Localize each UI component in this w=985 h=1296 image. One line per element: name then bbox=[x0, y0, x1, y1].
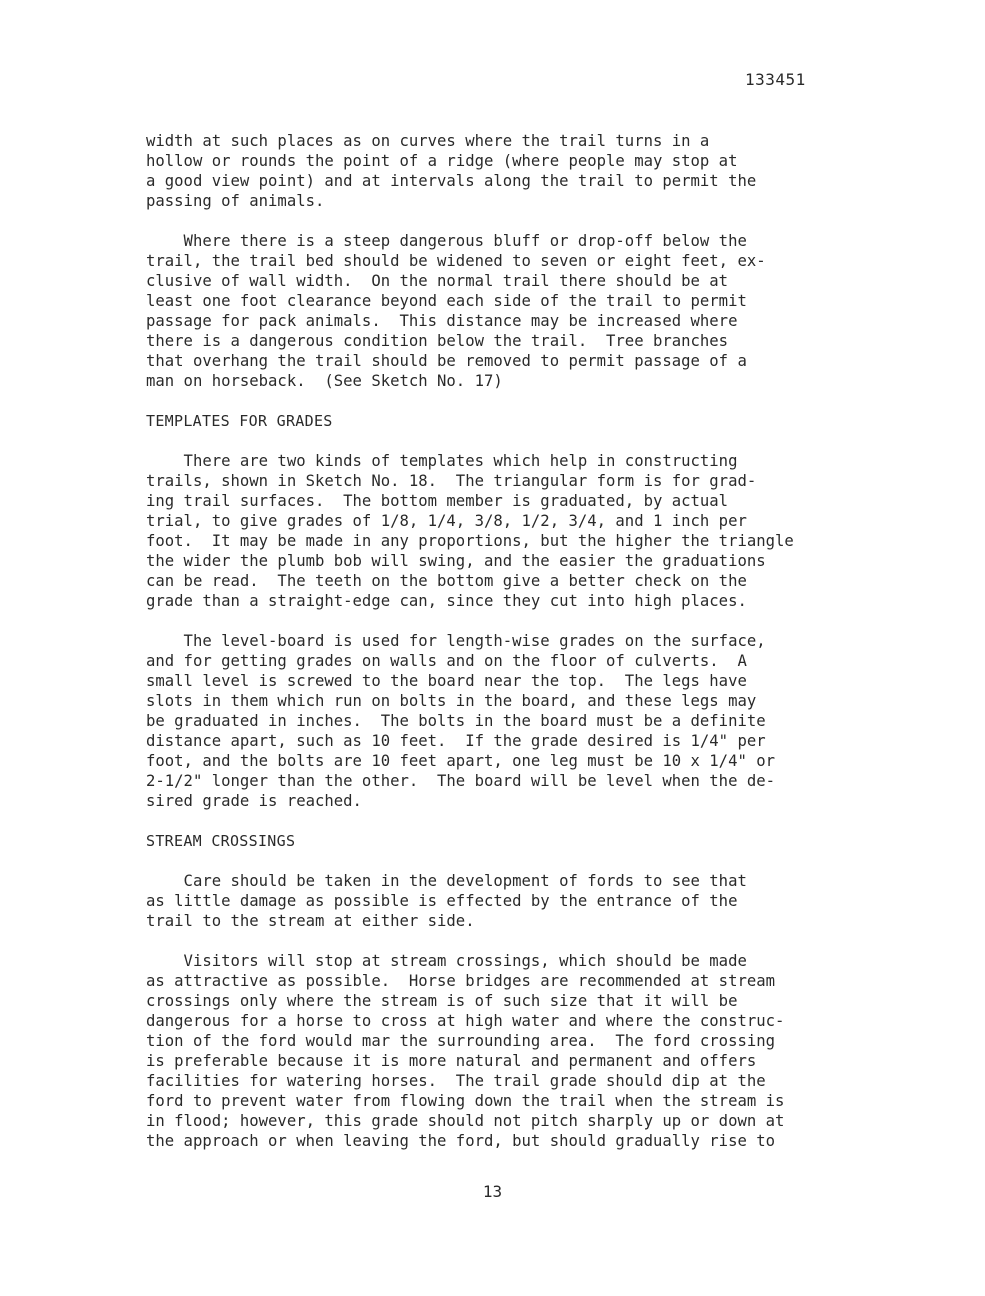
text-line: 2-1/2" longer than the other. The board will be level when the de- bbox=[146, 772, 776, 790]
paragraph bbox=[146, 951, 846, 1151]
text-line: and for getting grades on walls and on the floor of culverts. A bbox=[146, 652, 747, 670]
text-line: trails, shown in Sketch No. 18. The triangular form is for grad- bbox=[146, 472, 757, 490]
text-line: small level is screwed to the board near the top. The legs have bbox=[146, 672, 747, 690]
text-line: slots in them which run on bolts in the board, and these legs may bbox=[146, 692, 757, 710]
text-line: foot, and the bolts are 10 feet apart, one leg must be 10 x 1/4" or bbox=[146, 752, 776, 770]
text-line: Care should be taken in the development of fords to see that bbox=[146, 872, 747, 890]
paragraph bbox=[146, 451, 846, 611]
text-line: dangerous for a horse to cross at high water and where the construc- bbox=[146, 1012, 785, 1030]
paragraph bbox=[146, 631, 846, 811]
text-line: there is a dangerous condition below the trail. Tree branches bbox=[146, 332, 729, 350]
document-number: 133451 bbox=[745, 70, 806, 89]
text-line: the wider the plumb bob will swing, and the easier the graduations bbox=[146, 552, 766, 570]
text-line: passing of animals. bbox=[146, 192, 325, 210]
body-text bbox=[146, 131, 846, 1171]
text-line: in flood; however, this grade should not pitch sharply up or down at bbox=[146, 1112, 785, 1130]
text-line: man on horseback. (See Sketch No. 17) bbox=[146, 372, 503, 390]
text-line: that overhang the trail should be removed to permit passage of a bbox=[146, 352, 747, 370]
text-line: least one foot clearance beyond each side of the trail to permit bbox=[146, 292, 747, 310]
text-line: facilities for watering horses. The trail grade should dip at the bbox=[146, 1072, 766, 1090]
text-line: There are two kinds of templates which help in constructing bbox=[146, 452, 738, 470]
paragraph bbox=[146, 131, 846, 211]
text-line: foot. It may be made in any proportions, but the higher the triangle bbox=[146, 532, 794, 550]
text-line: can be read. The teeth on the bottom give a better check on the bbox=[146, 572, 747, 590]
section-heading-templates: TEMPLATES FOR GRADES bbox=[146, 412, 333, 430]
text-line: trail to the stream at either side. bbox=[146, 912, 475, 930]
text-line: distance apart, such as 10 feet. If the grade desired is 1/4" per bbox=[146, 732, 766, 750]
text-line: be graduated in inches. The bolts in the board must be a definite bbox=[146, 712, 766, 730]
text-line: ford to prevent water from flowing down the trail when the stream is bbox=[146, 1092, 785, 1110]
text-line: a good view point) and at intervals along the trail to permit the bbox=[146, 172, 757, 190]
text-line: tion of the ford would mar the surrounding area. The ford crossing bbox=[146, 1032, 776, 1050]
text-line: trial, to give grades of 1/8, 1/4, 3/8, 1/2, 3/4, and 1 inch per bbox=[146, 512, 747, 530]
text-line: sired grade is reached. bbox=[146, 792, 362, 810]
text-line: Where there is a steep dangerous bluff or drop-off below the bbox=[146, 232, 747, 250]
text-line: Visitors will stop at stream crossings, which should be made bbox=[146, 952, 747, 970]
text-line: the approach or when leaving the ford, but should gradually rise to bbox=[146, 1132, 776, 1150]
text-line: clusive of wall width. On the normal trail there should be at bbox=[146, 272, 729, 290]
text-line: trail, the trail bed should be widened to seven or eight feet, ex- bbox=[146, 252, 766, 270]
text-line: ing trail surfaces. The bottom member is graduated, by actual bbox=[146, 492, 729, 510]
page-number: 13 bbox=[482, 1182, 503, 1201]
text-line: as attractive as possible. Horse bridges are recommended at stream bbox=[146, 972, 776, 990]
section-heading-stream-crossings: STREAM CROSSINGS bbox=[146, 832, 296, 850]
text-line: crossings only where the stream is of such size that it will be bbox=[146, 992, 738, 1010]
text-line: is preferable because it is more natural and permanent and offers bbox=[146, 1052, 757, 1070]
paragraph bbox=[146, 231, 846, 391]
text-line: The level-board is used for length-wise grades on the surface, bbox=[146, 632, 766, 650]
text-line: grade than a straight-edge can, since they cut into high places. bbox=[146, 592, 747, 610]
text-line: passage for pack animals. This distance may be increased where bbox=[146, 312, 738, 330]
text-line: width at such places as on curves where the trail turns in a bbox=[146, 132, 710, 150]
text-line: as little damage as possible is effected by the entrance of the bbox=[146, 892, 738, 910]
text-line: hollow or rounds the point of a ridge (where people may stop at bbox=[146, 152, 738, 170]
paragraph bbox=[146, 871, 846, 931]
